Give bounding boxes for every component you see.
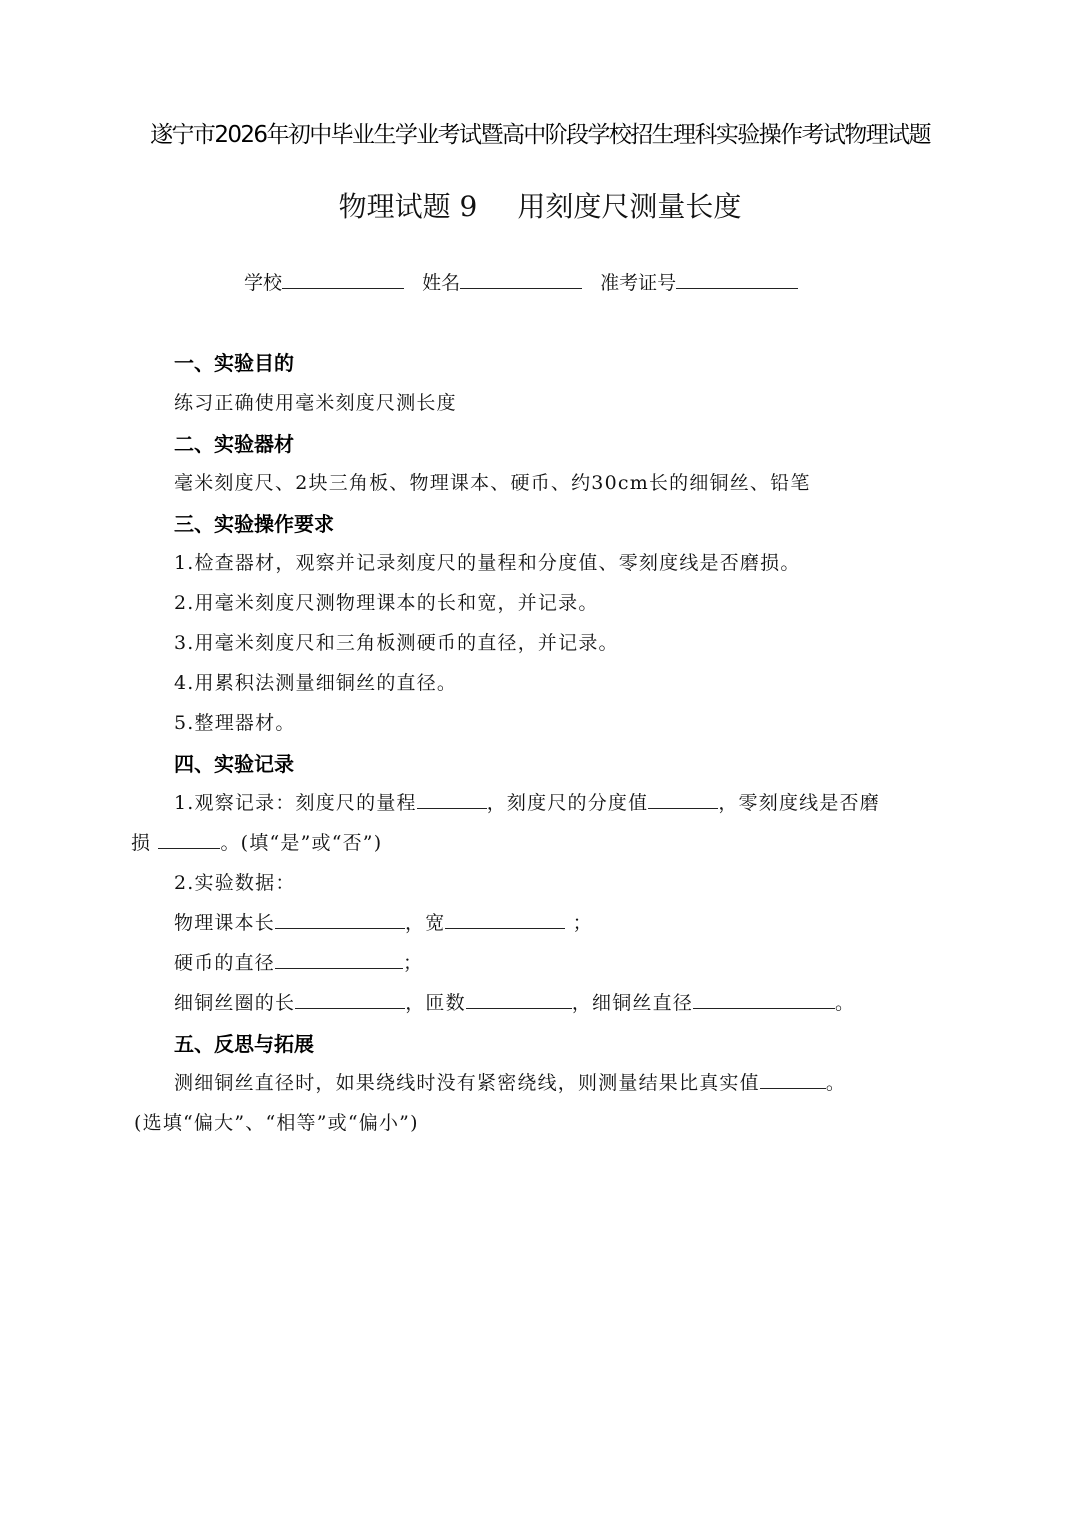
coin-diameter-label: 硬币的直径 xyxy=(174,952,276,974)
school-field[interactable] xyxy=(282,270,404,289)
experiment-title xyxy=(0,185,1080,225)
observation-line-cont xyxy=(131,828,382,855)
observation-wear-label: 损 xyxy=(131,832,152,854)
purpose-text: 练习正确使用毫米刻度尺测长度 xyxy=(174,392,457,414)
page-title: 遂宁市2026年初中毕业生学业考试暨高中阶段学校招生理科实验操作考试物理试题 xyxy=(150,122,930,148)
observation-hint: 。(填“是”或“否”) xyxy=(220,832,383,854)
coin-measure-line xyxy=(174,948,423,975)
section-heading-reflection: 五、反思与拓展 xyxy=(174,1032,314,1056)
exam-id-label: 准考证号 xyxy=(600,272,677,294)
book-length-label: 物理课本长 xyxy=(174,912,276,934)
student-info-fields xyxy=(244,268,810,295)
equipment-text: 毫米刻度尺、2块三角板、物理课本、硬币、约30cm长的细铜丝、铅笔 xyxy=(174,472,811,494)
section-heading-purpose: 一、实验目的 xyxy=(174,351,294,375)
book-width-blank[interactable] xyxy=(445,910,565,929)
punctuation: ； xyxy=(403,952,424,974)
punctuation: 。 xyxy=(835,992,856,1014)
exam-id-field[interactable] xyxy=(676,270,798,289)
section-heading-requirements: 三、实验操作要求 xyxy=(174,512,334,536)
observation-line xyxy=(174,788,880,815)
experiment-name: 用刻度尺测量长度 xyxy=(517,190,742,223)
wire-turns-label: ，匝数 xyxy=(405,992,466,1014)
wire-turns-blank[interactable] xyxy=(466,990,572,1009)
observation-range-label: 1.观察记录：刻度尺的量程 xyxy=(174,792,417,814)
book-measure-line xyxy=(174,908,593,935)
observation-division-label: ，刻度尺的分度值 xyxy=(486,792,649,814)
requirement-item: 2.用毫米刻度尺测物理课本的长和宽，并记录。 xyxy=(174,592,599,614)
book-length-blank[interactable] xyxy=(275,910,405,929)
reflection-hint: (选填“偏大”、“相等”或“偏小”) xyxy=(134,1112,419,1134)
requirement-item: 5.整理器材。 xyxy=(174,712,296,734)
wear-blank[interactable] xyxy=(158,830,220,849)
wire-diameter-label: ，细铜丝直径 xyxy=(571,992,694,1014)
reflection-blank[interactable] xyxy=(760,1070,826,1089)
wire-diameter-blank[interactable] xyxy=(693,990,835,1009)
reflection-question-text: 测细铜丝直径时，如果绕线时没有紧密绕线，则测量结果比真实值 xyxy=(174,1072,760,1094)
range-blank[interactable] xyxy=(417,790,487,809)
section-heading-equipment: 二、实验器材 xyxy=(174,432,294,456)
name-field[interactable] xyxy=(460,270,582,289)
punctuation: ； xyxy=(572,912,593,934)
school-label: 学校 xyxy=(244,272,283,294)
data-label: 2.实验数据： xyxy=(174,872,296,894)
experiment-number: 物理试题 9 xyxy=(338,190,478,223)
punctuation: 。 xyxy=(825,1072,847,1094)
wire-coil-length-label: 细铜丝圈的长 xyxy=(174,992,296,1014)
observation-zero-label: ，零刻度线是否磨 xyxy=(718,792,880,814)
section-heading-record: 四、实验记录 xyxy=(174,752,294,776)
book-width-label: ，宽 xyxy=(405,912,446,934)
coin-diameter-blank[interactable] xyxy=(275,950,403,969)
wire-measure-line xyxy=(174,988,855,1015)
reflection-question xyxy=(174,1068,846,1095)
wire-coil-length-blank[interactable] xyxy=(295,990,405,1009)
division-blank[interactable] xyxy=(648,790,718,809)
name-label: 姓名 xyxy=(422,272,461,294)
requirement-item: 3.用毫米刻度尺和三角板测硬币的直径，并记录。 xyxy=(174,632,619,654)
requirement-item: 4.用累积法测量细铜丝的直径。 xyxy=(174,672,458,694)
requirement-item: 1.检查器材，观察并记录刻度尺的量程和分度值、零刻度线是否磨损。 xyxy=(174,552,801,574)
